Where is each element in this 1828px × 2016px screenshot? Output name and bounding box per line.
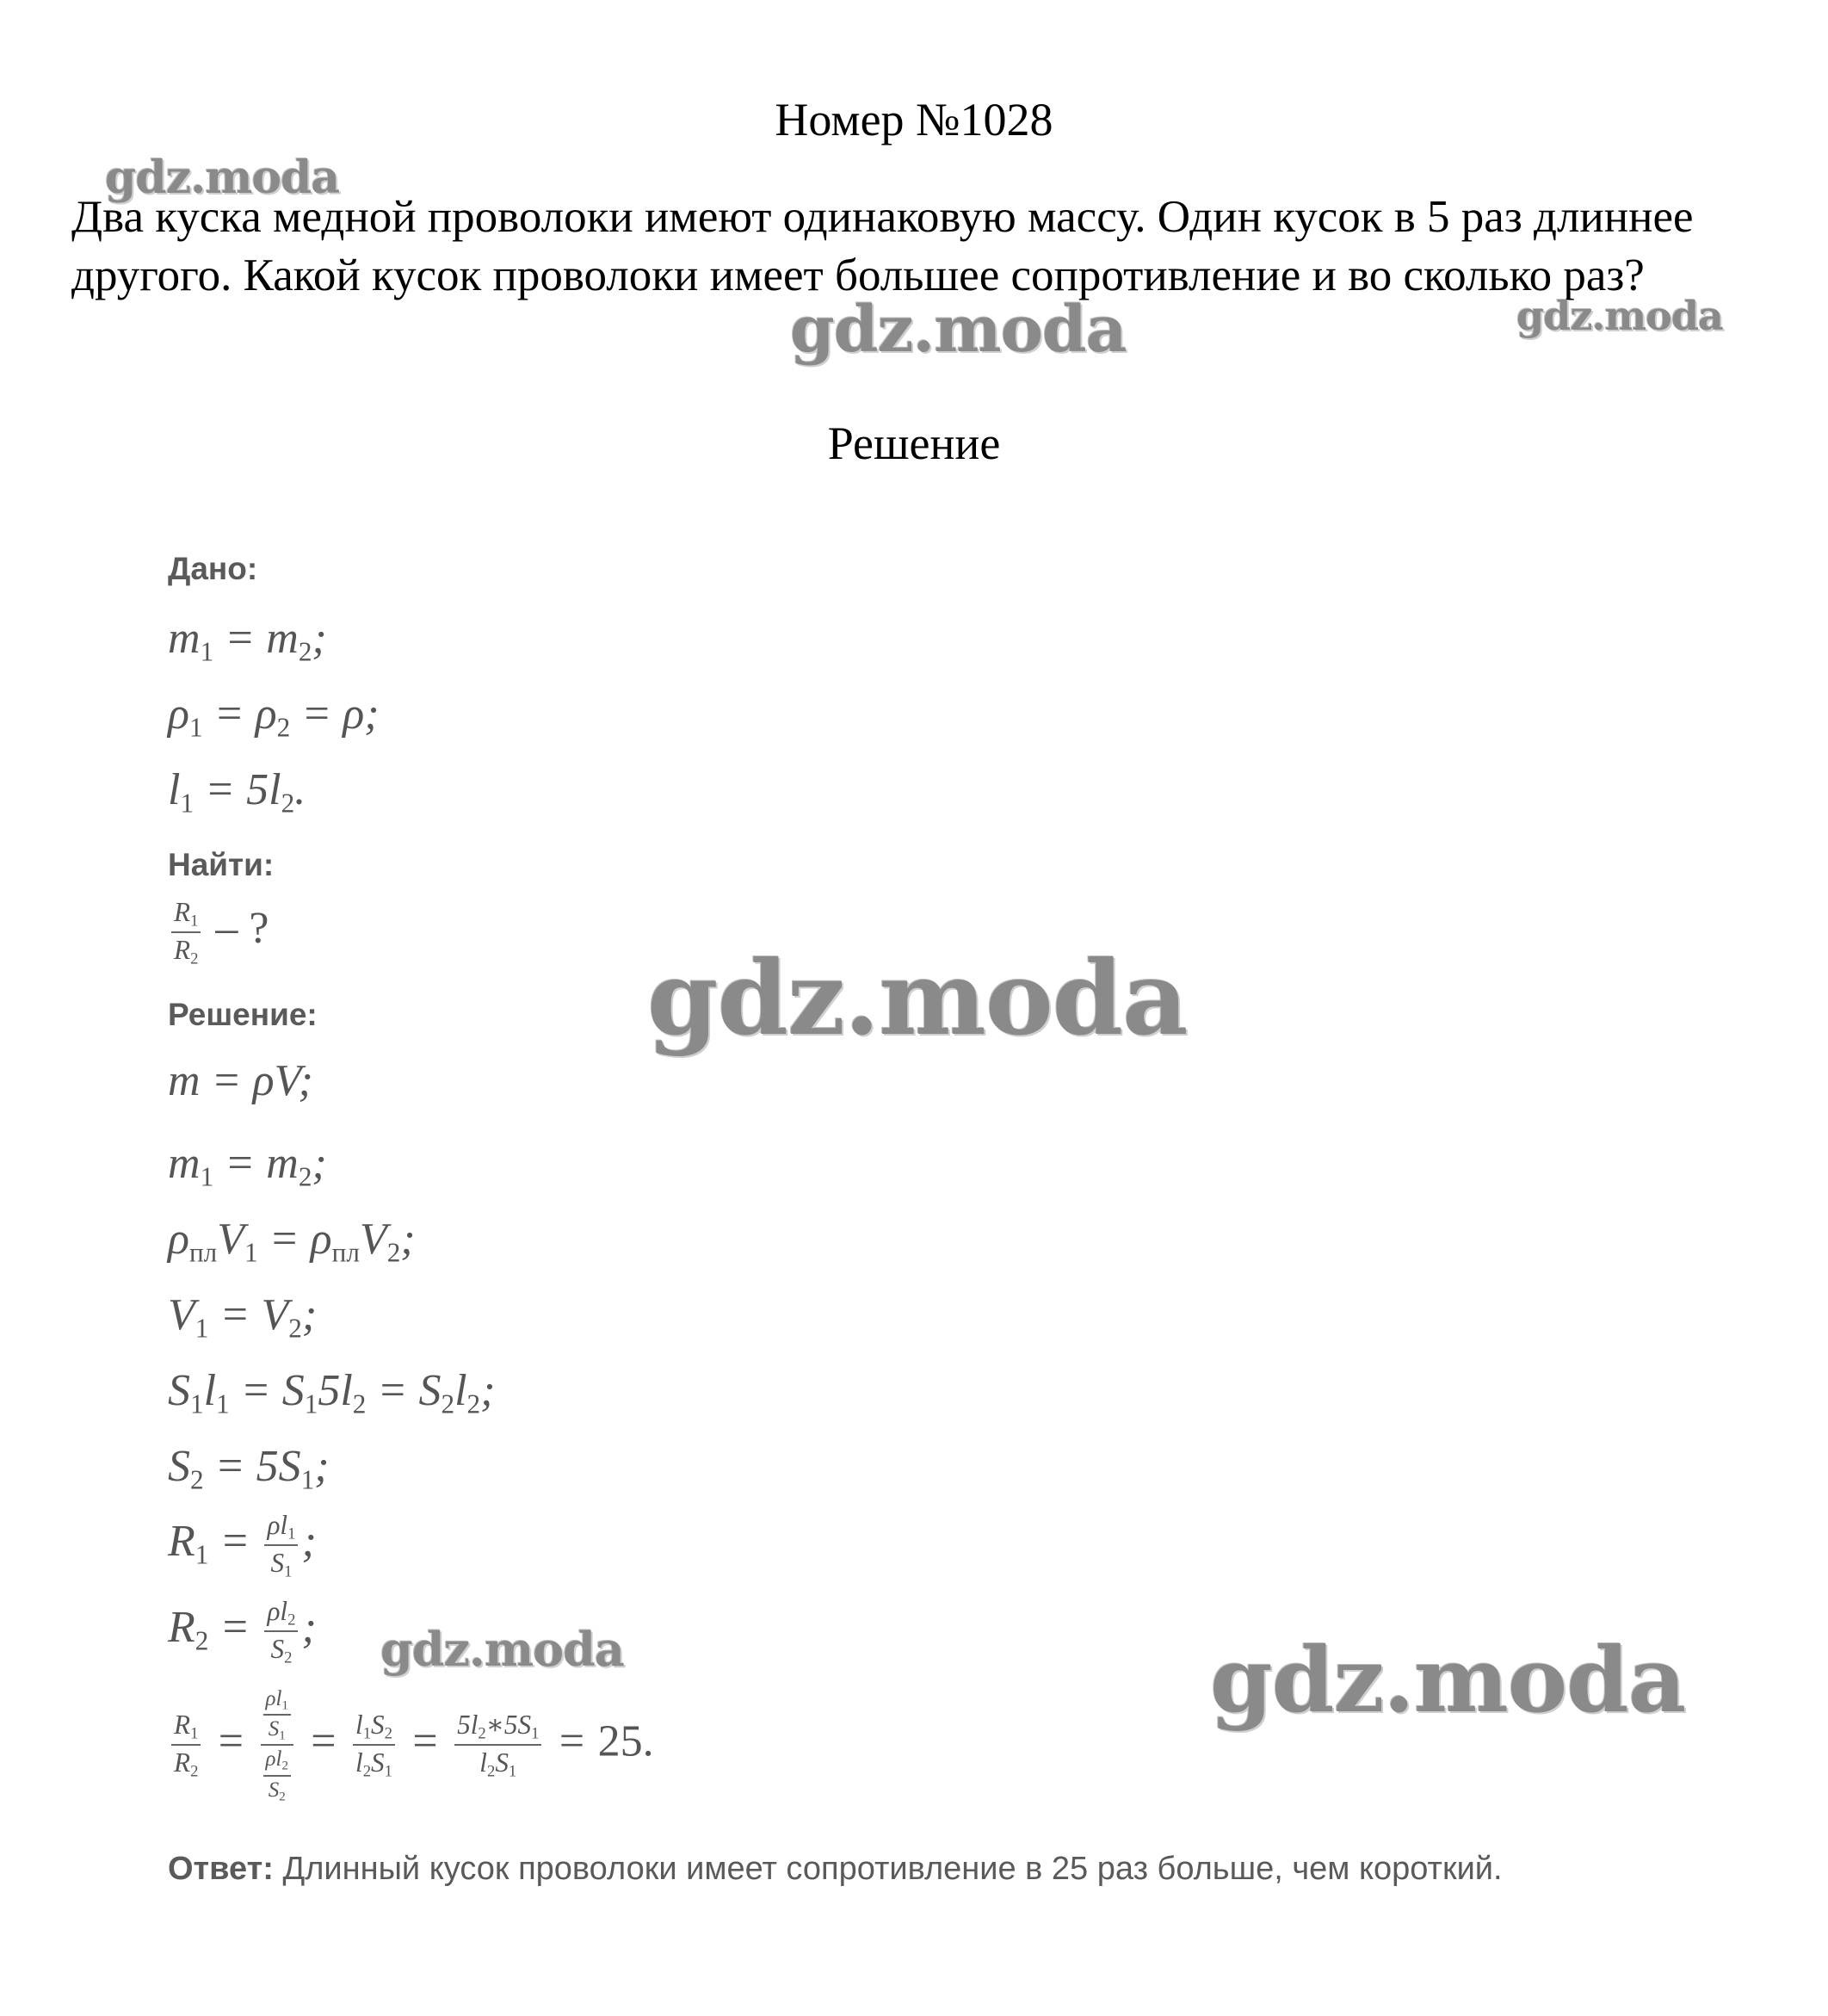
watermark-logo: gdz.moda: [1516, 293, 1723, 339]
problem-text: Два куска медной проволоки имеют одинаковую массу. Один кусок в 5 раз длиннее другого. Какой кусок проволоки имеет большее сопротивление и во сколько раз?: [71, 192, 1694, 300]
page-title: Номер №1028: [775, 94, 1053, 145]
solution-heading: Решение: [827, 417, 1001, 469]
find-label: Найти:: [168, 847, 275, 882]
watermark-logo: gdz.moda: [647, 938, 1188, 1058]
find-expression: $\frac{R_1}{R_2}$ – ?: [168, 895, 269, 969]
solution-line-3: $\rho_{пл}V_1 = \rho_{пл}V_2$;: [168, 1215, 416, 1268]
solution-label: Решение:: [168, 997, 318, 1032]
given-line-3: $l_1 = 5l_2$.: [168, 765, 306, 819]
solution-line-1: m = ρV;: [168, 1056, 313, 1105]
answer-text: Длинный кусок проволоки имеет сопротивление в 25 раз больше, чем короткий.: [282, 1851, 1503, 1887]
given-line-2: $\rho_1 = \rho_2 = \rho$;: [168, 690, 380, 743]
solution-line-8: $R_2$ = $\frac{\rho l_2}{S_2}$ ;: [168, 1596, 317, 1667]
solution-line-4: $V_1 = V_2$;: [168, 1290, 318, 1344]
answer-label: Ответ:: [168, 1851, 274, 1887]
solution-line-9: $\frac{R_1}{R_2}$ = $\frac{\frac{\rho l_1}{S_1}}{\frac{\rho l_2}{S_2}}$ = $\frac{l_1S_2}{l_2S_1}$ = $\frac{5l_2∗5S_1}{l_2S_1}$ = 25.: [168, 1685, 654, 1805]
answer: [168, 1851, 1503, 1888]
given-line-1: $m_1 = m_2$;: [168, 614, 327, 667]
given-label: Дано:: [168, 551, 258, 586]
solution-line-2: $m_1 = m_2$;: [168, 1139, 327, 1192]
solution-line-7: $R_1$ = $\frac{\rho l_1}{S_1}$ ;: [168, 1510, 317, 1581]
watermark-logo: gdz.moda: [105, 152, 340, 204]
solution-line-6: $S_2 = 5S_1$;: [168, 1442, 330, 1495]
watermark-logo: gdz.moda: [790, 293, 1127, 367]
watermark-logo: gdz.moda: [1210, 1627, 1686, 1733]
solution-line-5: $S_1l_1 = S_15l_2 = S_2l_2$;: [168, 1366, 496, 1419]
watermark-logo: gdz.moda: [380, 1622, 624, 1677]
